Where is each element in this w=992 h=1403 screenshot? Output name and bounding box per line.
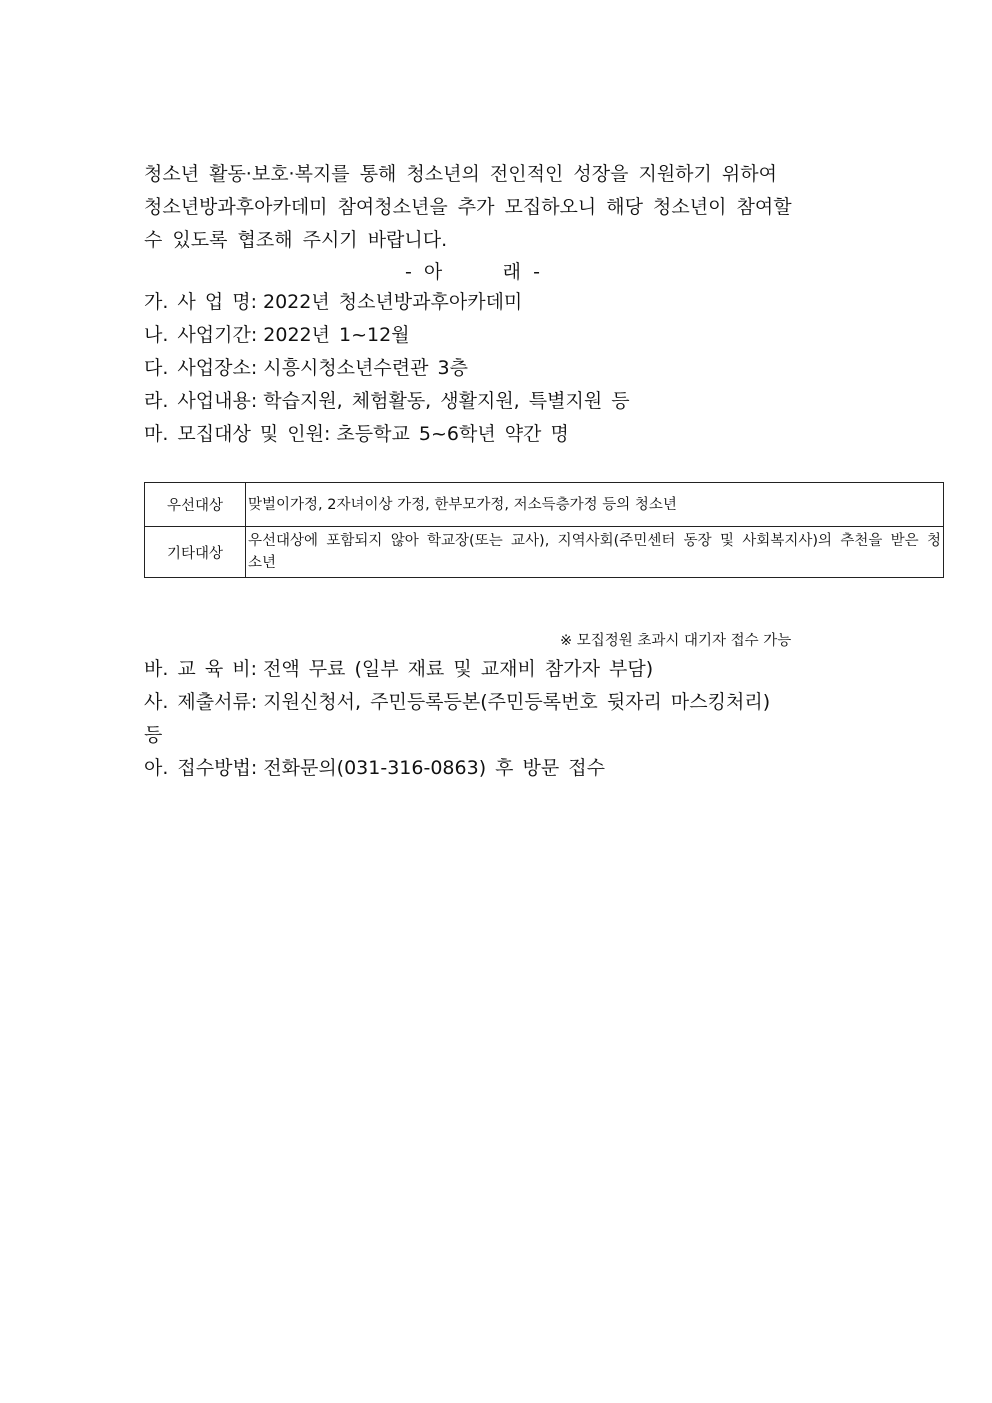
- list-item: [144, 352, 864, 385]
- item-list-bottom: [144, 653, 864, 785]
- item-value: 지원신청서, 주민등록등본(주민등록번호 뒷자리 마스킹처리): [263, 691, 771, 713]
- item-key: 가. 사 업 명:: [144, 291, 257, 313]
- intro-line: 청소년 활동·보호·복지를 통해 청소년의 전인적인 성장을 지원하기 위하여: [144, 163, 777, 185]
- list-item: [144, 752, 864, 785]
- intro-paragraph: [144, 158, 856, 257]
- target-criteria-table: [144, 482, 944, 578]
- item-key: 다. 사업장소:: [144, 357, 258, 379]
- list-item-continuation: [144, 719, 864, 752]
- item-value: 전액 무료 (일부 재료 및 교재비 참가자 부담): [262, 658, 654, 680]
- item-key: 아. 접수방법:: [144, 757, 258, 779]
- item-list-top: [144, 286, 864, 451]
- capacity-note: ※ 모집정원 초과시 대기자 접수 가능: [560, 633, 792, 649]
- list-item: [144, 385, 864, 418]
- item-value: 전화문의(031-316-0863) 후 방문 접수: [263, 757, 605, 779]
- list-item: [144, 286, 864, 319]
- item-value: 학습지원, 체험활동, 생활지원, 특별지원 등: [263, 390, 630, 412]
- table-row: [145, 483, 944, 527]
- intro-line: 청소년방과후아카데미 참여청소년을 추가 모집하오니 해당 청소년이 참여할: [144, 196, 792, 218]
- section-separator: - 아 래 -: [405, 261, 540, 283]
- item-key: 바. 교 육 비:: [144, 658, 257, 680]
- item-key: 라. 사업내용:: [144, 390, 258, 412]
- intro-line: 수 있도록 협조해 주시기 바랍니다.: [144, 229, 448, 251]
- list-item: [144, 653, 864, 686]
- item-value: 2022년 1~12월: [263, 324, 410, 346]
- item-value: 시흥시청소년수련관 3층: [263, 357, 468, 379]
- item-value: 2022년 청소년방과후아카데미: [262, 291, 523, 313]
- list-item: [144, 418, 864, 451]
- item-value: 등: [144, 724, 163, 746]
- table-row: [145, 527, 944, 578]
- item-key: 사. 제출서류:: [144, 691, 258, 713]
- row-label: 우선대상: [145, 483, 246, 527]
- item-key: 마. 모집대상 및 인원:: [144, 423, 331, 445]
- item-value: 초등학교 5~6학년 약간 명: [336, 423, 569, 445]
- list-item: [144, 319, 864, 352]
- item-key: 나. 사업기간:: [144, 324, 258, 346]
- row-label: 기타대상: [145, 527, 246, 578]
- row-value: 맞벌이가정, 2자녀이상 가정, 한부모가정, 저소득층가정 등의 청소년: [246, 483, 944, 527]
- list-item: [144, 686, 864, 719]
- row-value: 우선대상에 포함되지 않아 학교장(또는 교사), 지역사회(주민센터 동장 및 사회복지사)의 추천을 받은 청소년: [246, 527, 944, 578]
